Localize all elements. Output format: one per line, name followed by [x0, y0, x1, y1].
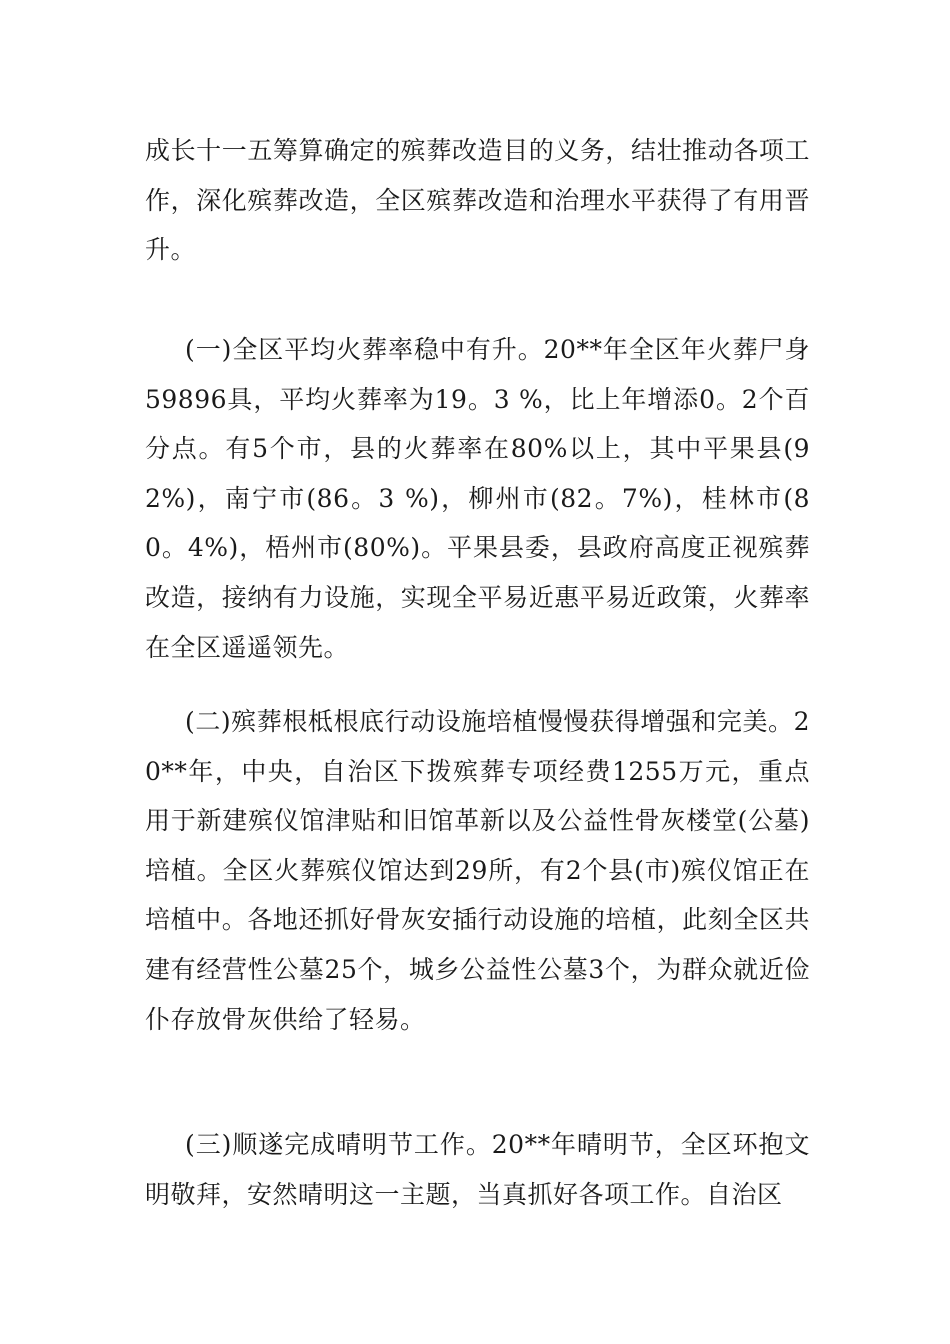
paragraph-cremation-rate: (一)全区平均火葬率稳中有升。20**年全区年火葬尸身59896具，平均火葬率为19。3 %，比上年增添0。2个百分点。有5个市，县的火葬率在80%以上，其中平果县(92%)，南宁市(86。3 %)，柳州市(82。7%)，桂林市(80。4%)，梧州市(80%)。平果县委，县政府高度正视殡葬改造，接纳有力设施，实现全平易近惠平易近政策，火葬率在全区遥遥领先。 — [145, 335, 810, 662]
paragraph-qingming: (三)顺遂完成晴明节工作。20**年晴明节，全区环抱文明敬拜，安然晴明这一主题，当真抓好各项工作。自治区 — [145, 1130, 810, 1209]
paragraph-intro-continuation: 成长十一五筹算确定的殡葬改造目的义务，结壮推动各项工作，深化殡葬改造，全区殡葬改造和治理水平获得了有用晋升。 — [145, 136, 810, 265]
paragraph-infrastructure: (二)殡葬根柢根底行动设施培植慢慢获得增强和完美。20**年，中央，自治区下拨殡葬专项经费1255万元，重点用于新建殡仪馆津贴和旧馆革新以及公益性骨灰楼堂(公墓)培植。全区火葬殡仪馆达到29所，有2个县(市)殡仪馆正在培植中。各地还抓好骨灰安插行动设施的培植，此刻全区共建有经营性公墓25个，城乡公益性公墓3个，为群众就近俭仆存放骨灰供给了轻易。 — [145, 707, 810, 1034]
